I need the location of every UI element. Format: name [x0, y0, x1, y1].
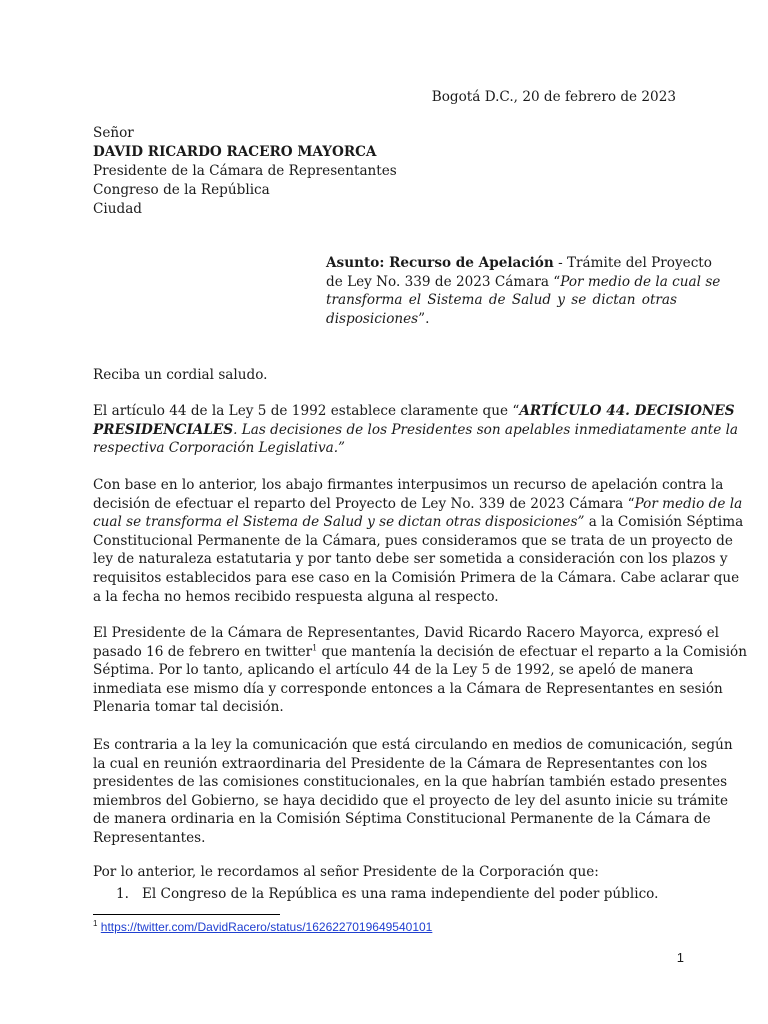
footnote-ref[interactable]: 1 — [312, 643, 318, 653]
recipient-block — [93, 124, 397, 219]
letter-date: Bogotá D.C., 20 de febrero de 2023 — [431, 89, 676, 105]
paragraph-4: Es contraria a la ley la comunicación que está circulando en medios de comunicación, según la cual en reunión extraordinaria del Presidente de la Cámara de Representantes con los presidentes de las comisiones constitucionales, en la que habrían también estado presentes miembros del Gobierno, se haya decidido que el proyecto de ley del asunto inicie su trámite de manera ordinaria en la Comisión Séptima Constitucional Permanente de la Cámara de Representantes. — [93, 737, 733, 846]
subject-label: Asunto: Recurso de Apelación — [326, 255, 554, 271]
page-number: 1 — [676, 950, 684, 965]
list-item — [116, 885, 658, 904]
paragraph-5: Por lo anterior, le recordamos al señor Presidente de la Corporación que: — [93, 864, 599, 880]
paragraph-3: El Presidente de la Cámara de Representantes, David Ricardo Racero Mayorca, expresó el pasado 16 de febrero en twitter$^1$ que mantenía la decisión de efectuar el reparto a la Comisión Séptima. Por lo tanto, aplicando el artículo 44 de la Ley 5 de 1992, se apeló de manera inmediata ese mismo día y corresponde entonces a la Cámara de Representantes en sesión Plenaria tomar tal decisión. — [93, 625, 747, 716]
footnote-divider — [93, 914, 280, 915]
subject-line: de Ley No. 339 de 2023 Cámara “Por medio de la cual se — [326, 273, 721, 290]
greeting: Reciba un cordial saludo. — [93, 367, 268, 383]
recipient-institution: Congreso de la República — [93, 182, 270, 198]
paragraph-2: Con base en lo anterior, los abajo firmantes interpusimos un recurso de apelación contra la decisión de efectuar el reparto del Proyecto de Ley No. 339 de 2023 Cámara “Por medio de la cual se transforma el Sistema de Salud y se dictan otras disposiciones” a la Comisión Séptima Constitucional Permanente de la Cámara, pues consideramos que se trata de un proyecto de ley de naturaleza estatutaria y por tanto debe ser sometida a consideración con los plazos y requisitos establecidos para ese caso en la Comisión Primera de la Cámara. Cabe aclarar que a la fecha no hemos recibido respuesta alguna al respecto. — [93, 477, 744, 605]
subject-line: disposiciones”. — [326, 310, 430, 327]
subject-line: transforma el Sistema de Salud y se dictan otras — [326, 292, 677, 309]
list-item-text: El Congreso de la República es una rama independiente del poder público. — [141, 886, 659, 902]
recipient-name: DAVID RICARDO RACERO MAYORCA — [93, 144, 377, 160]
footnote-number: 1 — [93, 919, 98, 928]
subject-line: Asunto: Recurso de Apelación - Trámite del Proyecto — [326, 255, 712, 271]
recipient-salutation-title: Señor — [93, 125, 134, 141]
list-item-number: 1. — [116, 886, 129, 902]
subject-block — [326, 254, 721, 328]
paragraph-1: El artículo 44 de la Ley 5 de 1992 establece claramente que “ARTÍCULO 44. DECISIONES PRESIDENCIALES. Las decisiones de los Presidentes son apelables inmediatamente ante la respectiva Corporación Legislativa.” — [93, 403, 739, 457]
recipient-position: Presidente de la Cámara de Representantes — [93, 163, 397, 179]
footnote — [93, 919, 432, 935]
recipient-city: Ciudad — [93, 201, 143, 217]
footnote-link[interactable]: https://twitter.com/DavidRacero/status/1626227019649540101 — [100, 920, 433, 934]
